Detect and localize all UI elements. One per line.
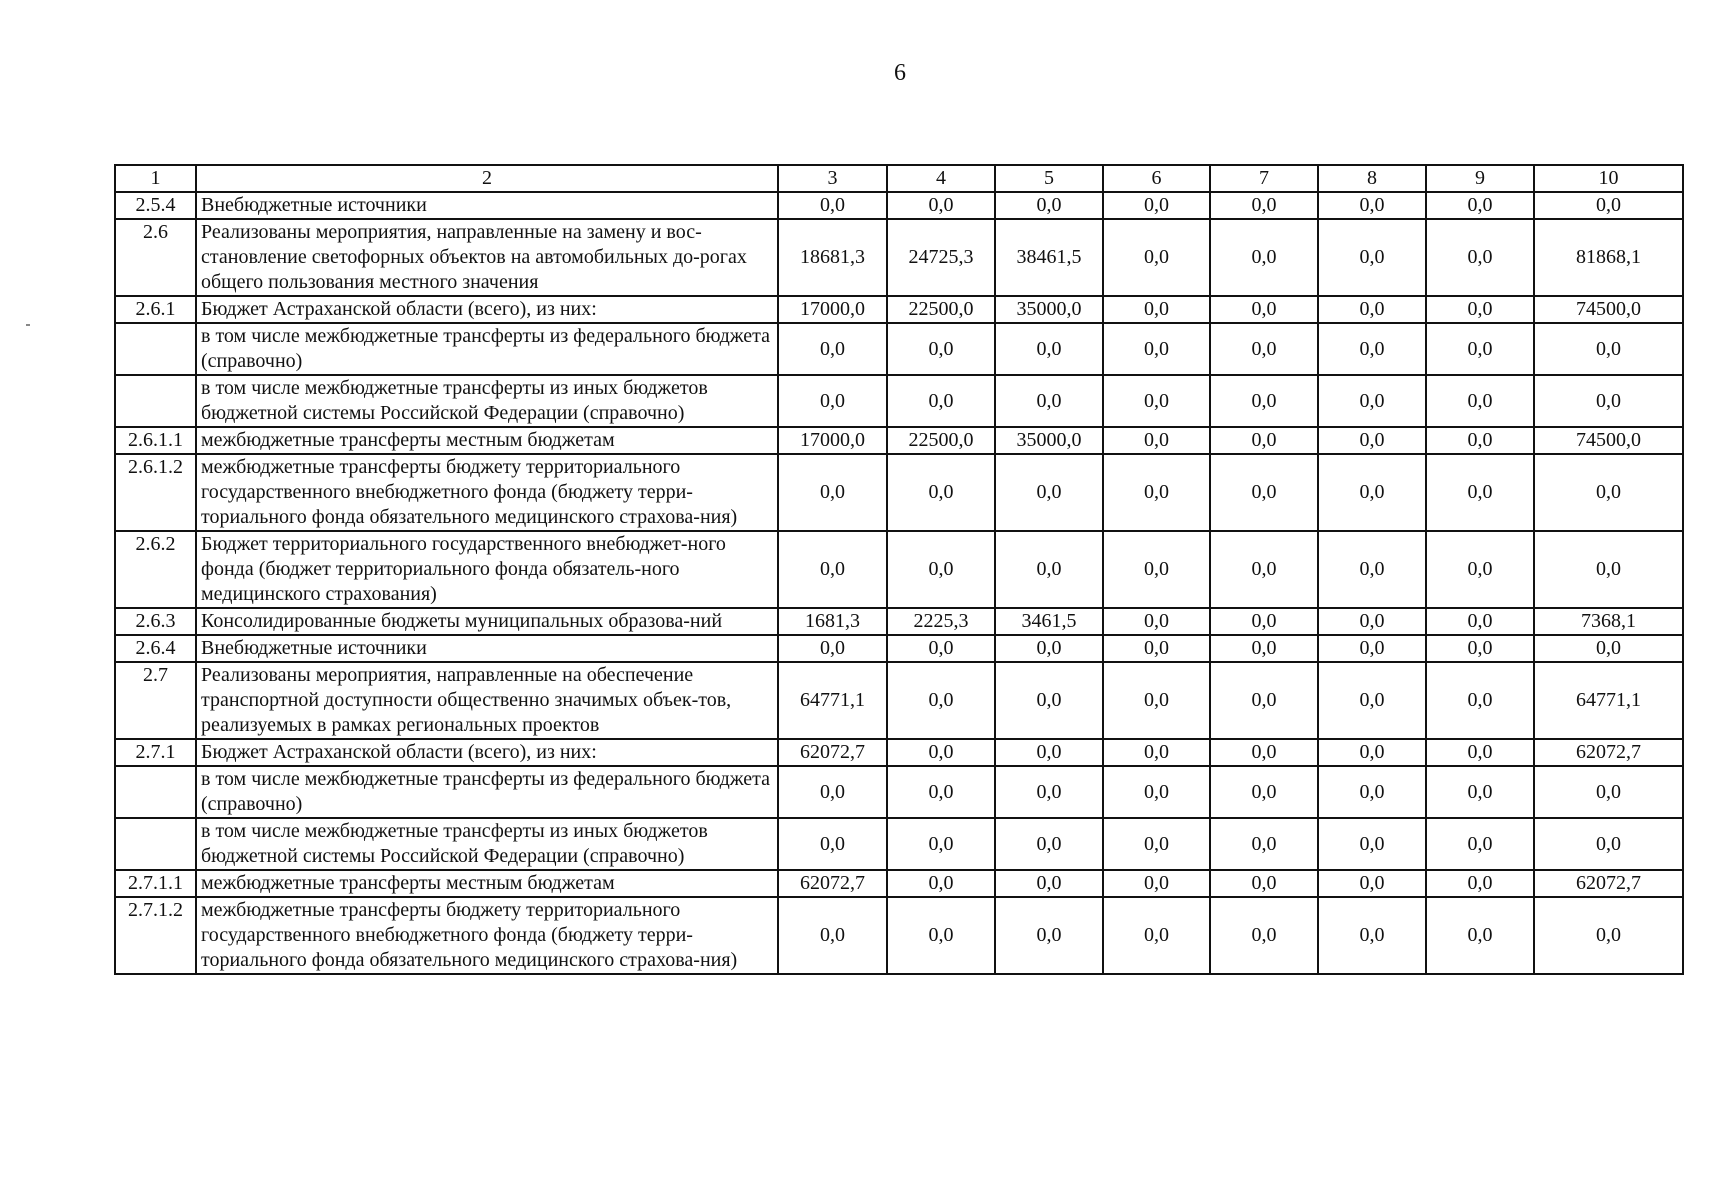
table-row [115, 818, 1683, 870]
value-cell-col-10: 74500,0 [1534, 296, 1683, 323]
value-cell-col-6: 0,0 [1103, 662, 1210, 739]
value-cell-col-5: 38461,5 [995, 219, 1103, 296]
value-cell-col-4: 0,0 [887, 192, 995, 219]
value-cell-col-4: 0,0 [887, 323, 995, 375]
table-row [115, 192, 1683, 219]
value-cell-col-8: 0,0 [1318, 635, 1426, 662]
value-cell-col-3: 0,0 [778, 323, 887, 375]
value-cell-col-6: 0,0 [1103, 870, 1210, 897]
value-cell-col-7: 0,0 [1210, 662, 1318, 739]
value-cell-col-8: 0,0 [1318, 296, 1426, 323]
value-cell-col-5: 0,0 [995, 766, 1103, 818]
row-code [115, 323, 196, 375]
value-cell-col-8: 0,0 [1318, 219, 1426, 296]
row-description: в том числе межбюджетные трансферты из иных бюджетов бюджетной системы Российской Федерации (справочно) [196, 818, 778, 870]
value-cell-col-9: 0,0 [1426, 454, 1534, 531]
scan-artifact [26, 324, 30, 326]
value-cell-col-6: 0,0 [1103, 323, 1210, 375]
value-cell-col-6: 0,0 [1103, 454, 1210, 531]
row-code: 2.6.1.1 [115, 427, 196, 454]
value-cell-col-8: 0,0 [1318, 531, 1426, 608]
value-cell-col-3: 64771,1 [778, 662, 887, 739]
header-cell: 3 [778, 165, 887, 192]
value-cell-col-9: 0,0 [1426, 375, 1534, 427]
value-cell-col-7: 0,0 [1210, 192, 1318, 219]
value-cell-col-10: 62072,7 [1534, 739, 1683, 766]
value-cell-col-4: 22500,0 [887, 296, 995, 323]
value-cell-col-3: 17000,0 [778, 296, 887, 323]
row-code: 2.7.1.2 [115, 897, 196, 974]
value-cell-col-10: 0,0 [1534, 192, 1683, 219]
table-row [115, 766, 1683, 818]
value-cell-col-5: 0,0 [995, 897, 1103, 974]
row-description: Внебюджетные источники [196, 192, 778, 219]
table-row [115, 635, 1683, 662]
value-cell-col-3: 0,0 [778, 818, 887, 870]
table-row [115, 296, 1683, 323]
value-cell-col-5: 0,0 [995, 192, 1103, 219]
value-cell-col-5: 0,0 [995, 635, 1103, 662]
row-description: Реализованы мероприятия, направленные на обеспечение транспортной доступности общественно значимых объек-тов, реализуемых в рамках региональных проектов [196, 662, 778, 739]
value-cell-col-5: 0,0 [995, 818, 1103, 870]
value-cell-col-10: 74500,0 [1534, 427, 1683, 454]
value-cell-col-7: 0,0 [1210, 897, 1318, 974]
table-row [115, 870, 1683, 897]
value-cell-col-9: 0,0 [1426, 427, 1534, 454]
row-code: 2.6.1.2 [115, 454, 196, 531]
value-cell-col-4: 0,0 [887, 531, 995, 608]
column-number-header-row [115, 165, 1683, 192]
value-cell-col-10: 0,0 [1534, 454, 1683, 531]
table-row [115, 454, 1683, 531]
value-cell-col-8: 0,0 [1318, 662, 1426, 739]
value-cell-col-8: 0,0 [1318, 454, 1426, 531]
value-cell-col-10: 0,0 [1534, 897, 1683, 974]
value-cell-col-8: 0,0 [1318, 818, 1426, 870]
row-description: межбюджетные трансферты бюджету территориального государственного внебюджетного фонда (бюджету терри-ториального фонда обязательного медицинского страхова-ния) [196, 454, 778, 531]
table-row [115, 323, 1683, 375]
header-cell: 9 [1426, 165, 1534, 192]
value-cell-col-10: 0,0 [1534, 766, 1683, 818]
value-cell-col-9: 0,0 [1426, 897, 1534, 974]
value-cell-col-6: 0,0 [1103, 739, 1210, 766]
value-cell-col-4: 0,0 [887, 897, 995, 974]
value-cell-col-4: 0,0 [887, 739, 995, 766]
value-cell-col-10: 0,0 [1534, 531, 1683, 608]
value-cell-col-7: 0,0 [1210, 870, 1318, 897]
row-description: Внебюджетные источники [196, 635, 778, 662]
value-cell-col-4: 0,0 [887, 870, 995, 897]
row-description: Бюджет Астраханской области (всего), из них: [196, 296, 778, 323]
value-cell-col-5: 0,0 [995, 531, 1103, 608]
header-cell: 10 [1534, 165, 1683, 192]
value-cell-col-3: 0,0 [778, 766, 887, 818]
value-cell-col-9: 0,0 [1426, 192, 1534, 219]
header-cell: 4 [887, 165, 995, 192]
header-cell: 6 [1103, 165, 1210, 192]
value-cell-col-9: 0,0 [1426, 296, 1534, 323]
row-description: Бюджет Астраханской области (всего), из них: [196, 739, 778, 766]
row-code: 2.6.3 [115, 608, 196, 635]
value-cell-col-8: 0,0 [1318, 608, 1426, 635]
value-cell-col-6: 0,0 [1103, 531, 1210, 608]
value-cell-col-5: 0,0 [995, 454, 1103, 531]
value-cell-col-5: 35000,0 [995, 427, 1103, 454]
value-cell-col-4: 24725,3 [887, 219, 995, 296]
row-description: межбюджетные трансферты бюджету территориального государственного внебюджетного фонда (бюджету терри-ториального фонда обязательного медицинского страхова-ния) [196, 897, 778, 974]
value-cell-col-7: 0,0 [1210, 296, 1318, 323]
row-code: 2.5.4 [115, 192, 196, 219]
row-code: 2.6.4 [115, 635, 196, 662]
row-description: Консолидированные бюджеты муниципальных образова-ний [196, 608, 778, 635]
value-cell-col-6: 0,0 [1103, 897, 1210, 974]
table-row [115, 531, 1683, 608]
value-cell-col-4: 0,0 [887, 766, 995, 818]
value-cell-col-8: 0,0 [1318, 739, 1426, 766]
value-cell-col-4: 0,0 [887, 375, 995, 427]
value-cell-col-6: 0,0 [1103, 192, 1210, 219]
value-cell-col-7: 0,0 [1210, 531, 1318, 608]
table-row [115, 219, 1683, 296]
value-cell-col-10: 0,0 [1534, 375, 1683, 427]
table-row [115, 897, 1683, 974]
value-cell-col-10: 7368,1 [1534, 608, 1683, 635]
value-cell-col-9: 0,0 [1426, 662, 1534, 739]
header-cell: 2 [196, 165, 778, 192]
value-cell-col-10: 62072,7 [1534, 870, 1683, 897]
value-cell-col-3: 62072,7 [778, 870, 887, 897]
row-description: Реализованы мероприятия, направленные на замену и вос-становление светофорных объектов на автомобильных до-рогах общего пользования местного значения [196, 219, 778, 296]
value-cell-col-6: 0,0 [1103, 608, 1210, 635]
header-cell: 1 [115, 165, 196, 192]
value-cell-col-3: 0,0 [778, 897, 887, 974]
value-cell-col-3: 0,0 [778, 635, 887, 662]
value-cell-col-9: 0,0 [1426, 818, 1534, 870]
value-cell-col-7: 0,0 [1210, 608, 1318, 635]
budget-table-container [114, 164, 1682, 975]
value-cell-col-8: 0,0 [1318, 375, 1426, 427]
value-cell-col-6: 0,0 [1103, 635, 1210, 662]
value-cell-col-6: 0,0 [1103, 296, 1210, 323]
value-cell-col-3: 0,0 [778, 375, 887, 427]
value-cell-col-6: 0,0 [1103, 766, 1210, 818]
row-description: Бюджет территориального государственного внебюджет-ного фонда (бюджет территориального фонда обязатель-ного медицинского страхования) [196, 531, 778, 608]
value-cell-col-7: 0,0 [1210, 323, 1318, 375]
table-row [115, 427, 1683, 454]
value-cell-col-5: 0,0 [995, 375, 1103, 427]
value-cell-col-5: 0,0 [995, 323, 1103, 375]
value-cell-col-3: 0,0 [778, 531, 887, 608]
value-cell-col-6: 0,0 [1103, 375, 1210, 427]
value-cell-col-4: 0,0 [887, 662, 995, 739]
value-cell-col-10: 0,0 [1534, 635, 1683, 662]
row-code: 2.6.1 [115, 296, 196, 323]
value-cell-col-7: 0,0 [1210, 766, 1318, 818]
value-cell-col-4: 0,0 [887, 635, 995, 662]
value-cell-col-9: 0,0 [1426, 531, 1534, 608]
value-cell-col-8: 0,0 [1318, 870, 1426, 897]
table-row [115, 608, 1683, 635]
row-code: 2.6.2 [115, 531, 196, 608]
row-code: 2.7.1.1 [115, 870, 196, 897]
value-cell-col-7: 0,0 [1210, 635, 1318, 662]
value-cell-col-4: 2225,3 [887, 608, 995, 635]
value-cell-col-5: 0,0 [995, 662, 1103, 739]
value-cell-col-9: 0,0 [1426, 635, 1534, 662]
row-description: в том числе межбюджетные трансферты из федерального бюджета (справочно) [196, 323, 778, 375]
value-cell-col-7: 0,0 [1210, 219, 1318, 296]
value-cell-col-7: 0,0 [1210, 739, 1318, 766]
value-cell-col-3: 0,0 [778, 192, 887, 219]
table-row [115, 662, 1683, 739]
value-cell-col-7: 0,0 [1210, 454, 1318, 531]
value-cell-col-3: 62072,7 [778, 739, 887, 766]
value-cell-col-9: 0,0 [1426, 870, 1534, 897]
value-cell-col-3: 18681,3 [778, 219, 887, 296]
row-code: 2.6 [115, 219, 196, 296]
value-cell-col-6: 0,0 [1103, 818, 1210, 870]
value-cell-col-5: 3461,5 [995, 608, 1103, 635]
value-cell-col-9: 0,0 [1426, 766, 1534, 818]
value-cell-col-5: 0,0 [995, 739, 1103, 766]
table-row [115, 375, 1683, 427]
header-cell: 5 [995, 165, 1103, 192]
row-description: межбюджетные трансферты местным бюджетам [196, 427, 778, 454]
value-cell-col-4: 22500,0 [887, 427, 995, 454]
value-cell-col-10: 0,0 [1534, 323, 1683, 375]
value-cell-col-4: 0,0 [887, 454, 995, 531]
value-cell-col-7: 0,0 [1210, 818, 1318, 870]
value-cell-col-9: 0,0 [1426, 219, 1534, 296]
header-cell: 8 [1318, 165, 1426, 192]
value-cell-col-3: 17000,0 [778, 427, 887, 454]
value-cell-col-9: 0,0 [1426, 608, 1534, 635]
row-code: 2.7.1 [115, 739, 196, 766]
table-row [115, 739, 1683, 766]
value-cell-col-5: 35000,0 [995, 296, 1103, 323]
value-cell-col-7: 0,0 [1210, 427, 1318, 454]
row-description: межбюджетные трансферты местным бюджетам [196, 870, 778, 897]
value-cell-col-10: 81868,1 [1534, 219, 1683, 296]
row-code: 2.7 [115, 662, 196, 739]
value-cell-col-3: 0,0 [778, 454, 887, 531]
value-cell-col-5: 0,0 [995, 870, 1103, 897]
value-cell-col-9: 0,0 [1426, 323, 1534, 375]
page-number: 6 [894, 60, 906, 86]
value-cell-col-9: 0,0 [1426, 739, 1534, 766]
value-cell-col-7: 0,0 [1210, 375, 1318, 427]
value-cell-col-8: 0,0 [1318, 427, 1426, 454]
value-cell-col-6: 0,0 [1103, 427, 1210, 454]
value-cell-col-3: 1681,3 [778, 608, 887, 635]
table-body [115, 165, 1683, 974]
value-cell-col-8: 0,0 [1318, 323, 1426, 375]
row-code [115, 766, 196, 818]
value-cell-col-10: 64771,1 [1534, 662, 1683, 739]
value-cell-col-10: 0,0 [1534, 818, 1683, 870]
row-description: в том числе межбюджетные трансферты из иных бюджетов бюджетной системы Российской Федерации (справочно) [196, 375, 778, 427]
value-cell-col-8: 0,0 [1318, 766, 1426, 818]
value-cell-col-4: 0,0 [887, 818, 995, 870]
row-code [115, 375, 196, 427]
header-cell: 7 [1210, 165, 1318, 192]
value-cell-col-8: 0,0 [1318, 192, 1426, 219]
value-cell-col-8: 0,0 [1318, 897, 1426, 974]
budget-table [114, 164, 1684, 975]
row-code [115, 818, 196, 870]
row-description: в том числе межбюджетные трансферты из федерального бюджета (справочно) [196, 766, 778, 818]
value-cell-col-6: 0,0 [1103, 219, 1210, 296]
